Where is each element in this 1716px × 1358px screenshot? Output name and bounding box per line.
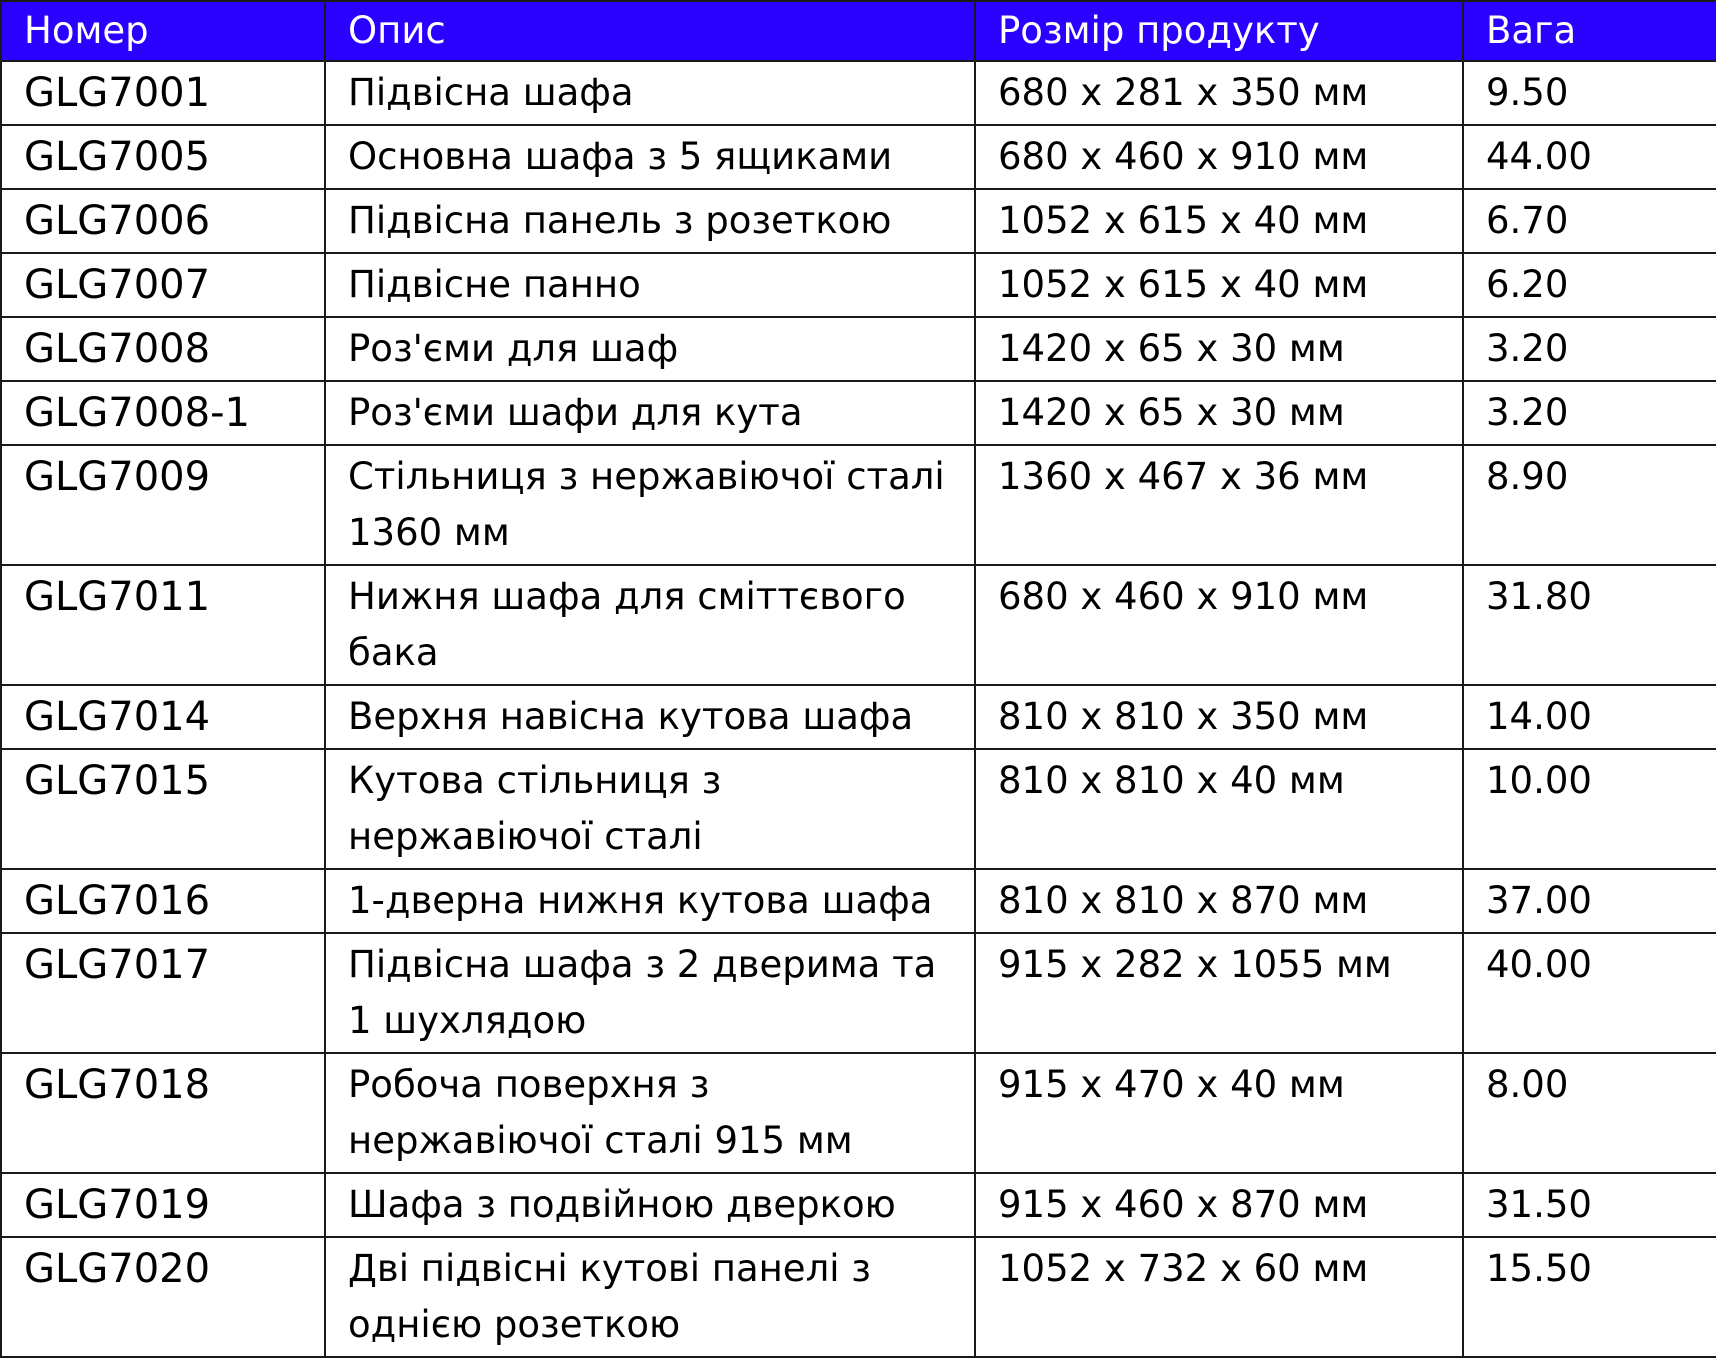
cell-description: Кутова стільниця з нержавіючої сталі <box>325 749 975 869</box>
cell-size: 810 х 810 х 40 мм <box>975 749 1463 869</box>
cell-size: 915 х 460 х 870 мм <box>975 1173 1463 1237</box>
cell-number: GLG7020 <box>1 1237 325 1357</box>
cell-weight: 9.50 <box>1463 61 1716 125</box>
cell-size: 1420 х 65 х 30 мм <box>975 381 1463 445</box>
cell-number: GLG7016 <box>1 869 325 933</box>
table-row <box>1 685 1716 749</box>
cell-weight: 10.00 <box>1463 749 1716 869</box>
table-row <box>1 1053 1716 1173</box>
cell-description: Підвісна шафа <box>325 61 975 125</box>
cell-description: Основна шафа з 5 ящиками <box>325 125 975 189</box>
cell-weight: 8.00 <box>1463 1053 1716 1173</box>
cell-weight: 3.20 <box>1463 317 1716 381</box>
cell-number: GLG7007 <box>1 253 325 317</box>
cell-weight: 8.90 <box>1463 445 1716 565</box>
header-row <box>1 1 1716 61</box>
cell-description: Стільниця з нержавіючої сталі 1360 мм <box>325 445 975 565</box>
cell-description: Роз'єми шафи для кута <box>325 381 975 445</box>
cell-weight: 37.00 <box>1463 869 1716 933</box>
cell-size: 1052 х 615 х 40 мм <box>975 253 1463 317</box>
cell-number: GLG7008 <box>1 317 325 381</box>
cell-size: 810 х 810 х 350 мм <box>975 685 1463 749</box>
cell-number: GLG7018 <box>1 1053 325 1173</box>
cell-number: GLG7008-1 <box>1 381 325 445</box>
cell-number: GLG7015 <box>1 749 325 869</box>
cell-number: GLG7019 <box>1 1173 325 1237</box>
cell-description: Дві підвісні кутові панелі з однією розеткою <box>325 1237 975 1357</box>
cell-number: GLG7001 <box>1 61 325 125</box>
cell-size: 680 х 460 х 910 мм <box>975 125 1463 189</box>
table-row <box>1 1173 1716 1237</box>
cell-weight: 6.20 <box>1463 253 1716 317</box>
cell-description: Підвісна панель з розеткою <box>325 189 975 253</box>
cell-number: GLG7014 <box>1 685 325 749</box>
header-description: Опис <box>325 1 975 61</box>
table-row <box>1 381 1716 445</box>
cell-weight: 14.00 <box>1463 685 1716 749</box>
cell-weight: 15.50 <box>1463 1237 1716 1357</box>
table-header <box>1 1 1716 61</box>
cell-weight: 40.00 <box>1463 933 1716 1053</box>
cell-number: GLG7011 <box>1 565 325 685</box>
cell-weight: 31.50 <box>1463 1173 1716 1237</box>
table-row <box>1 869 1716 933</box>
table-row <box>1 445 1716 565</box>
cell-size: 1052 х 615 х 40 мм <box>975 189 1463 253</box>
cell-size: 1052 х 732 х 60 мм <box>975 1237 1463 1357</box>
table-row <box>1 253 1716 317</box>
table-body <box>1 61 1716 1357</box>
cell-size: 915 х 470 х 40 мм <box>975 1053 1463 1173</box>
cell-weight: 44.00 <box>1463 125 1716 189</box>
cell-size: 915 х 282 х 1055 мм <box>975 933 1463 1053</box>
cell-description: Підвісна шафа з 2 дверима та 1 шухлядою <box>325 933 975 1053</box>
cell-description: Верхня навісна кутова шафа <box>325 685 975 749</box>
cell-description: Підвісне панно <box>325 253 975 317</box>
cell-description: Нижня шафа для сміттєвого бака <box>325 565 975 685</box>
cell-number: GLG7006 <box>1 189 325 253</box>
cell-number: GLG7017 <box>1 933 325 1053</box>
header-number: Номер <box>1 1 325 61</box>
cell-number: GLG7009 <box>1 445 325 565</box>
cell-weight: 6.70 <box>1463 189 1716 253</box>
cell-description: 1-дверна нижня кутова шафа <box>325 869 975 933</box>
cell-weight: 31.80 <box>1463 565 1716 685</box>
table-row <box>1 565 1716 685</box>
table-row <box>1 1237 1716 1357</box>
cell-number: GLG7005 <box>1 125 325 189</box>
table-row <box>1 317 1716 381</box>
table-row <box>1 189 1716 253</box>
table-row <box>1 61 1716 125</box>
table-row <box>1 933 1716 1053</box>
cell-size: 680 х 460 х 910 мм <box>975 565 1463 685</box>
cell-size: 680 х 281 х 350 мм <box>975 61 1463 125</box>
table-row <box>1 749 1716 869</box>
header-size: Розмір продукту <box>975 1 1463 61</box>
cell-description: Роз'єми для шаф <box>325 317 975 381</box>
header-weight: Вага <box>1463 1 1716 61</box>
cell-description: Шафа з подвійною дверкою <box>325 1173 975 1237</box>
cell-weight: 3.20 <box>1463 381 1716 445</box>
cell-size: 1360 х 467 х 36 мм <box>975 445 1463 565</box>
cell-description: Робоча поверхня з нержавіючої сталі 915 мм <box>325 1053 975 1173</box>
table-row <box>1 125 1716 189</box>
cell-size: 1420 х 65 х 30 мм <box>975 317 1463 381</box>
cell-size: 810 х 810 х 870 мм <box>975 869 1463 933</box>
